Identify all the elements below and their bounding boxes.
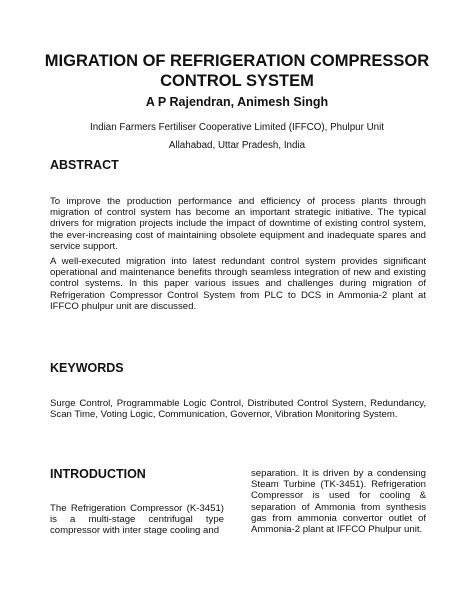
title-line-2: CONTROL SYSTEM bbox=[160, 72, 314, 90]
authors: A P Rajendran, Animesh Singh bbox=[145, 95, 329, 109]
keywords-text: Surge Control, Programmable Logic Control, Distributed Control System, Redundancy, Scan Time, Voting Logic, Communication, Governor, Vibration Monitoring System. bbox=[50, 398, 426, 421]
keywords-heading: KEYWORDS bbox=[50, 361, 124, 375]
abstract-heading: ABSTRACT bbox=[50, 158, 119, 172]
affiliation-location: Allahabad, Uttar Pradesh, India bbox=[168, 140, 306, 151]
affiliation-organization: Indian Farmers Fertiliser Cooperative Limited (IFFCO), Phulpur Unit bbox=[90, 122, 384, 133]
paper-title bbox=[40, 51, 434, 91]
introduction-heading: INTRODUCTION bbox=[50, 467, 146, 481]
introduction-right-column: separation. It is driven by a condensing Steam Turbine (TK-3451). Refrigeration Compressor is used for cooling & separation of Ammonia from synthesis gas from ammonia convertor outlet of Ammonia-2 plant at IFFCO Phulpur unit. bbox=[251, 468, 426, 536]
abstract-paragraph-2: A well-executed migration into latest redundant control system provides significant operational and maintenance benefits through seamless integration of new and existing control systems. In this paper various issues and challenges during migration of Refrigeration Compressor Control System from PLC to DCS in Ammonia-2 plant at IFFCO phulpur unit are discussed. bbox=[50, 256, 426, 312]
introduction-left-column: The Refrigeration Compressor (K-3451) is a multi-stage centrifugal type compressor with inter stage cooling and bbox=[50, 503, 224, 537]
title-line-1: MIGRATION OF REFRIGERATION COMPRESSOR bbox=[44, 52, 430, 70]
abstract-paragraph-1: To improve the production performance and efficiency of process plants through migration of control system has become an important strategic initiative. The typical drivers for migration projects include the impact of downtime of existing control system, the ever-increasing cost of maintaining obsolete equipment and inadequate spares and service support. bbox=[50, 196, 426, 252]
